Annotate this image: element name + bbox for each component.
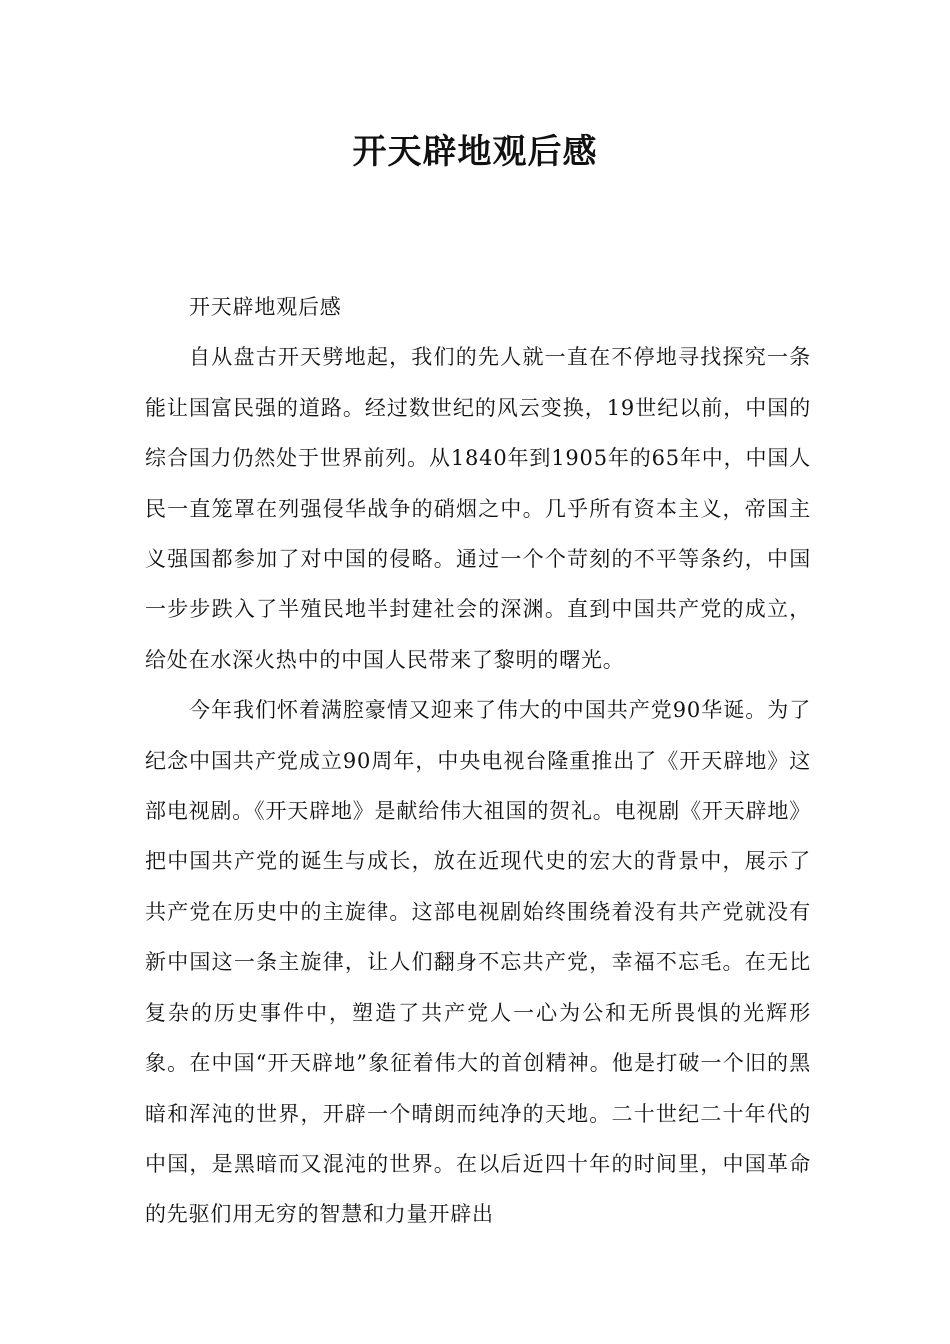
document-title: 开天辟地观后感 <box>352 132 598 172</box>
paragraph: 开天辟地观后感 <box>189 295 342 319</box>
paragraph: 今年我们怀着满腔豪情又迎来了伟大的中国共产党90华诞。为了纪念中国共产党成立90周年，中央电视台隆重推出了《开天辟地》这部电视剧。《开天辟地》是献给伟大祖国的贺礼。电视剧《开天辟地》把中国共产党的诞生与成长，放在近现代史的宏大的背景中，展示了共产党在历史中的主旋律。这部电视剧始终围绕着没有共产党就没有新中国这一条主旋律，让人们翻身不忘共产党，幸福不忘毛。在无比复杂的历史事件中，塑造了共产党人一心为公和无所畏惧的光辉形象。在中国“开天辟地”象征着伟大的首创精神。他是打破一个旧的黑暗和浑沌的世界，开辟一个晴朗而纯净的天地。二十世纪二十年代的中国，是黑暗而又混沌的世界。在以后近四十年的时间里，中国革命的先驱们用无穷的智慧和力量开辟出 <box>145 698 811 1227</box>
document-body <box>145 282 811 1240</box>
paragraph: 自从盘古开天劈地起，我们的先人就一直在不停地寻找探究一条能让国富民强的道路。经过数世纪的风云变换，19世纪以前，中国的综合国力仍然处于世界前列。从1840年到1905年的65年中，中国人民一直笼罩在列强侵华战争的硝烟之中。几乎所有资本主义，帝国主义强国都参加了对中国的侵略。通过一个个苛刻的不平等条约，中国一步步跌入了半殖民地半封建社会的深渊。直到中国共产党的成立，给处在水深火热中的中国人民带来了黎明的曙光。 <box>145 345 811 672</box>
